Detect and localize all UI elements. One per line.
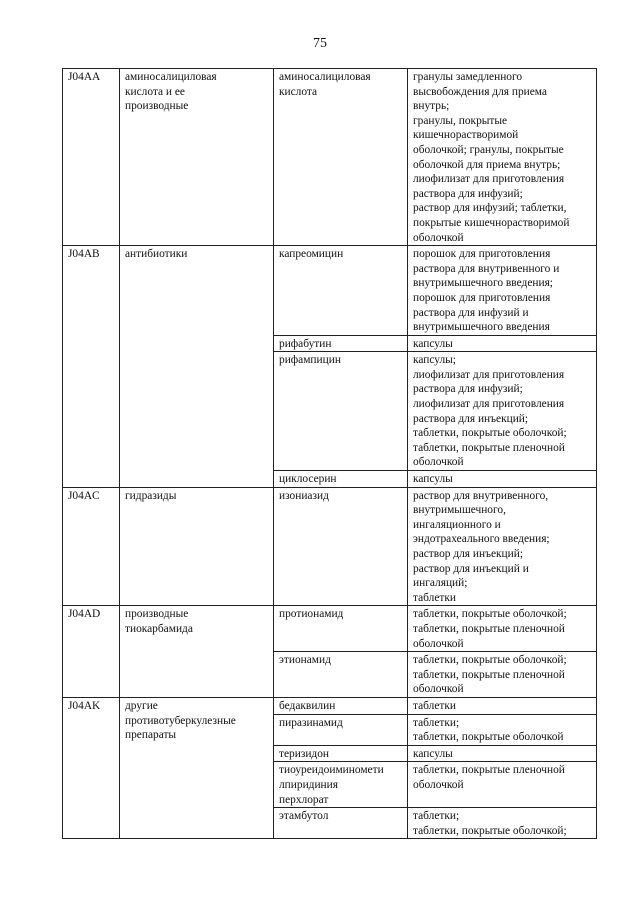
group-name-cell bbox=[120, 69, 274, 246]
dosage-form-line: высвобождения для приема bbox=[413, 85, 547, 98]
table-row bbox=[63, 697, 597, 714]
drug-name-cell bbox=[274, 714, 408, 745]
drug-name-line: аминосалициловая bbox=[279, 71, 371, 83]
group-name-line: гидразиды bbox=[125, 489, 177, 502]
dosage-forms-cell bbox=[408, 714, 597, 745]
drug-name-line: лпиридиния bbox=[279, 778, 338, 791]
dosage-form-line: оболочкой bbox=[413, 637, 464, 650]
table-row bbox=[63, 606, 597, 652]
dosage-forms-cell bbox=[408, 697, 597, 714]
dosage-form-line: оболочкой bbox=[413, 456, 464, 469]
dosage-form-line: раствор для инъекций; bbox=[413, 548, 524, 560]
atc-code-cell: J04AC bbox=[63, 487, 120, 606]
dosage-form-line: покрытые кишечнорастворимой bbox=[413, 216, 570, 229]
dosage-forms-cell bbox=[408, 652, 597, 698]
dosage-form-line: капсулы bbox=[413, 337, 453, 350]
drug-name-line: бедаквилин bbox=[279, 699, 336, 712]
dosage-form-line: раствора для внутривенного и bbox=[413, 262, 560, 275]
drug-name-cell bbox=[274, 652, 408, 698]
dosage-forms-cell bbox=[408, 246, 597, 336]
drug-name-cell bbox=[274, 697, 408, 714]
drug-name-line: кислота bbox=[279, 85, 318, 98]
dosage-forms-cell bbox=[408, 808, 597, 839]
dosage-form-line: лиофилизат для приготовления bbox=[413, 173, 565, 186]
dosage-forms-cell bbox=[408, 471, 597, 488]
dosage-form-line: таблетки, покрытые оболочкой bbox=[413, 731, 564, 744]
dosage-form-line: таблетки, покрытые оболочкой; bbox=[413, 654, 567, 667]
dosage-form-line: раствор для внутривенного, bbox=[413, 489, 549, 502]
page-number: 75 bbox=[313, 36, 327, 51]
dosage-form-line: капсулы bbox=[413, 473, 453, 486]
group-name-line: антибиотики bbox=[125, 248, 188, 261]
dosage-form-line: таблетки, покрытые пленочной bbox=[413, 668, 565, 681]
drug-classification-table bbox=[62, 68, 597, 839]
dosage-form-line: таблетки, покрытые оболочкой; bbox=[413, 608, 567, 621]
drug-name-cell bbox=[274, 606, 408, 652]
dosage-form-line: порошок для приготовления bbox=[413, 248, 551, 261]
dosage-form-line: раствор для инфузий; таблетки, bbox=[413, 202, 567, 215]
dosage-form-line: таблетки, покрытые пленочной bbox=[413, 764, 565, 777]
drug-name-cell bbox=[274, 335, 408, 352]
dosage-form-line: таблетки, покрытые пленочной bbox=[413, 622, 565, 635]
group-name-line: производные bbox=[125, 100, 189, 113]
drug-name-cell bbox=[274, 487, 408, 606]
group-name-line: аминосалициловая bbox=[125, 71, 217, 83]
group-name-cell bbox=[120, 246, 274, 488]
dosage-form-line: ингаляционного и bbox=[413, 518, 501, 531]
atc-code-cell: J04AD bbox=[63, 606, 120, 698]
table-row bbox=[63, 246, 597, 336]
table-row bbox=[63, 487, 597, 606]
dosage-form-line: оболочкой bbox=[413, 683, 464, 696]
group-name-cell bbox=[120, 487, 274, 606]
atc-code-cell: J04AA bbox=[63, 69, 120, 246]
group-name-line: другие bbox=[125, 699, 158, 712]
dosage-forms-cell bbox=[408, 745, 597, 762]
drug-name-line: рифампицин bbox=[279, 354, 341, 367]
drug-name-line: капреомицин bbox=[279, 248, 344, 261]
dosage-forms-cell bbox=[408, 487, 597, 606]
drug-name-cell bbox=[274, 69, 408, 246]
dosage-form-line: капсулы; bbox=[413, 354, 456, 367]
atc-code-cell: J04AK bbox=[63, 697, 120, 838]
dosage-form-line: раствор для инъекций и bbox=[413, 562, 529, 575]
drug-name-line: тиоуреидоиминомети bbox=[279, 764, 384, 777]
drug-name-line: пиразинамид bbox=[279, 716, 343, 729]
drug-name-cell bbox=[274, 762, 408, 808]
dosage-forms-cell bbox=[408, 352, 597, 471]
dosage-form-line: ингаляций; bbox=[413, 577, 468, 590]
drug-name-line: рифабутин bbox=[279, 337, 332, 350]
dosage-form-line: внутрь; bbox=[413, 100, 450, 113]
drug-name-cell bbox=[274, 745, 408, 762]
drug-name-cell bbox=[274, 352, 408, 471]
group-name-cell bbox=[120, 697, 274, 838]
dosage-form-line: таблетки bbox=[413, 699, 457, 712]
dosage-form-line: таблетки, покрытые оболочкой; bbox=[413, 824, 567, 837]
drug-name-cell bbox=[274, 808, 408, 839]
drug-name-cell bbox=[274, 246, 408, 336]
dosage-form-line: таблетки, покрытые оболочкой; bbox=[413, 427, 567, 440]
dosage-form-line: оболочкой bbox=[413, 778, 464, 791]
dosage-form-line: внутримышечного введения bbox=[413, 321, 550, 334]
table-row bbox=[63, 69, 597, 246]
group-name-cell bbox=[120, 606, 274, 698]
dosage-forms-cell bbox=[408, 335, 597, 352]
dosage-form-line: внутримышечного введения; bbox=[413, 277, 553, 290]
dosage-form-line: таблетки bbox=[413, 591, 457, 604]
group-name-line: производные bbox=[125, 608, 189, 621]
dosage-form-line: оболочкой для приема внутрь; bbox=[413, 158, 561, 171]
drug-name-line: теризидон bbox=[279, 747, 330, 760]
group-name-line: тиокарбамида bbox=[125, 622, 193, 635]
drug-name-line: перхлорат bbox=[279, 793, 329, 806]
dosage-form-line: лиофилизат для приготовления bbox=[413, 368, 565, 381]
dosage-form-line: лиофилизат для приготовления bbox=[413, 398, 565, 411]
dosage-form-line: раствора для инфузий и bbox=[413, 306, 529, 319]
drug-name-line: этионамид bbox=[279, 654, 331, 667]
drug-name-line: циклосерин bbox=[279, 473, 337, 486]
dosage-form-line: таблетки; bbox=[413, 716, 460, 729]
dosage-forms-cell bbox=[408, 69, 597, 246]
dosage-form-line: кишечнорастворимой bbox=[413, 129, 519, 142]
dosage-form-line: таблетки; bbox=[413, 810, 460, 823]
dosage-form-line: оболочкой bbox=[413, 231, 464, 244]
group-name-line: кислота и ее bbox=[125, 85, 185, 98]
dosage-form-line: эндотрахеального введения; bbox=[413, 533, 550, 546]
drug-name-cell bbox=[274, 471, 408, 488]
dosage-form-line: раствора для инфузий; bbox=[413, 187, 523, 200]
group-name-line: препараты bbox=[125, 729, 177, 742]
dosage-form-line: раствора для инфузий; bbox=[413, 383, 523, 396]
dosage-form-line: внутримышечного, bbox=[413, 504, 506, 517]
drug-name-line: изониазид bbox=[279, 489, 329, 502]
dosage-form-line: гранулы замедленного bbox=[413, 71, 523, 83]
dosage-forms-cell bbox=[408, 606, 597, 652]
dosage-form-line: оболочкой; гранулы, покрытые bbox=[413, 143, 564, 156]
dosage-form-line: капсулы bbox=[413, 747, 453, 760]
drug-name-line: протионамид bbox=[279, 608, 344, 621]
dosage-form-line: раствора для инъекций; bbox=[413, 412, 529, 425]
dosage-form-line: таблетки, покрытые пленочной bbox=[413, 441, 565, 454]
atc-code-cell: J04AB bbox=[63, 246, 120, 488]
drug-name-line: этамбутол bbox=[279, 810, 329, 823]
dosage-form-line: гранулы, покрытые bbox=[413, 114, 508, 127]
dosage-form-line: порошок для приготовления bbox=[413, 291, 551, 304]
dosage-forms-cell bbox=[408, 762, 597, 808]
group-name-line: противотуберкулезные bbox=[125, 714, 236, 727]
